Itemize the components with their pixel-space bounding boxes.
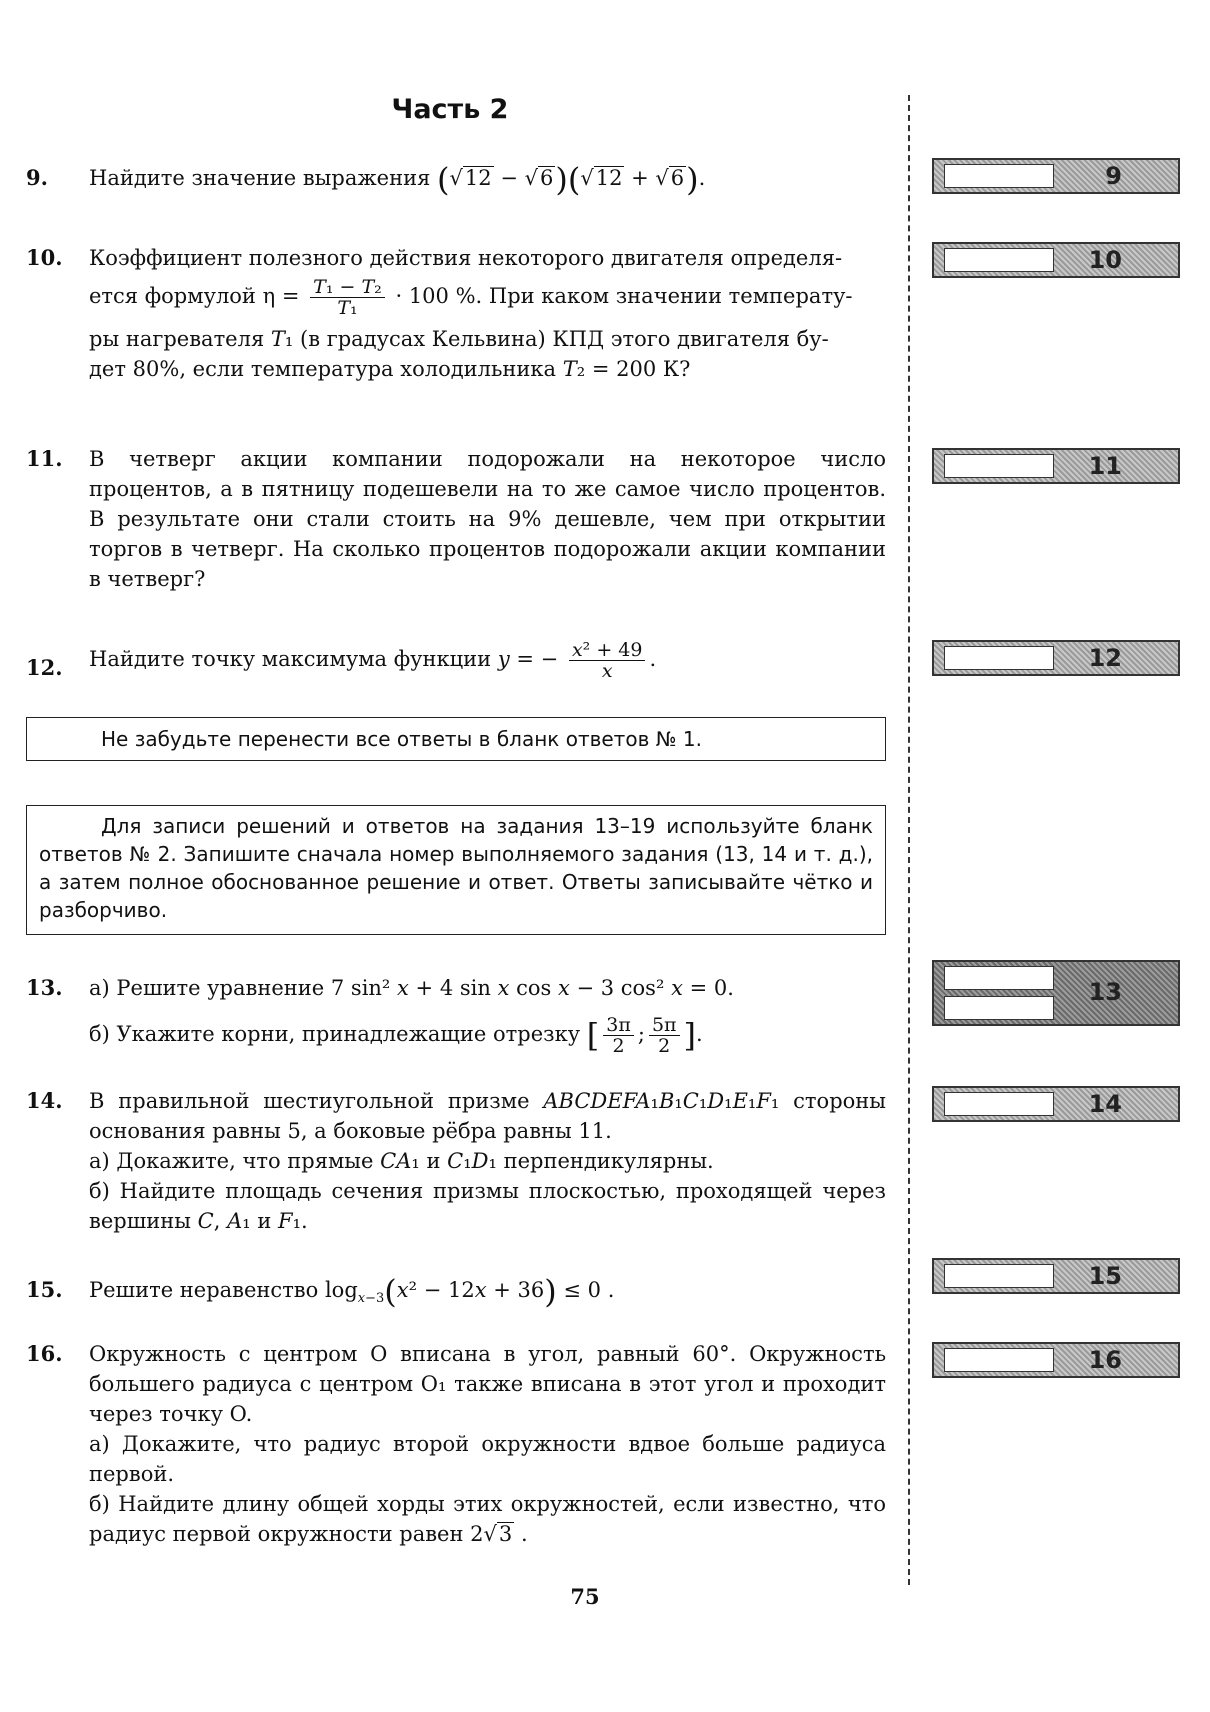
task-text: ется формулой <box>89 284 256 308</box>
answer-field[interactable] <box>944 164 1054 188</box>
task-number: 10. <box>26 245 63 270</box>
task-9 <box>26 160 886 199</box>
task-text: б) Найдите площадь сечения призмы плоскостью, проходящей через вершины <box>89 1179 886 1233</box>
task-13 <box>26 973 886 1056</box>
answer-box-13 <box>932 960 1180 1026</box>
answer-field[interactable] <box>944 646 1054 670</box>
answer-box-12 <box>932 640 1180 676</box>
answer-box-label: 11 <box>1088 452 1122 480</box>
task-text: а) Докажите, что прямые <box>89 1149 374 1173</box>
part2-instructions <box>26 805 886 935</box>
task-number: 9. <box>26 165 48 190</box>
answer-box-label: 14 <box>1088 1090 1122 1118</box>
formula: 7 sin² x + 4 sin x cos x − 3 cos² x = 0. <box>330 976 734 1000</box>
answer-box-label: 10 <box>1088 246 1122 274</box>
answer-box-label: 15 <box>1088 1262 1122 1290</box>
task-text: (в градусах Кельвина) КПД этого двигателя бу- <box>300 327 829 351</box>
task-text: б) Укажите корни, принадлежащие отрезку <box>89 1022 581 1046</box>
task-number: 16. <box>26 1341 63 1366</box>
answer-field[interactable] <box>944 1264 1054 1288</box>
task-text: Найдите точку максимума функции <box>89 647 492 671</box>
task-text: ры нагревателя <box>89 327 265 351</box>
task-text: а) Решите уравнение <box>89 976 325 1000</box>
answer-field[interactable] <box>944 248 1054 272</box>
task-number: 11. <box>26 446 63 471</box>
answer-field[interactable] <box>944 454 1054 478</box>
formula: [ $\frac{3\pi}{2}$ ; $\frac{5\pi}{2}$ ]. <box>586 1014 703 1057</box>
task-number: 13. <box>26 975 63 1000</box>
task-text: = 200 К? <box>591 357 691 381</box>
task-text: дет 80%, если температура холодильника <box>89 357 557 381</box>
answer-box-9 <box>932 158 1180 194</box>
task-text: Окружность с центром O вписана в угол, равный 60°. Окружность большего радиуса с центром O₁ также вписана в этот угол и проходит через точку O. <box>89 1342 886 1426</box>
answer-box-label: 16 <box>1088 1346 1122 1374</box>
task-text: б) Найдите длину общей хорды этих окружностей, если известно, что радиус первой окружности равен <box>89 1492 886 1546</box>
answer-box-10 <box>932 242 1180 278</box>
notice-text: Не забудьте перенести все ответы в бланк ответов № 1. <box>101 727 702 751</box>
answer-field[interactable] <box>944 966 1054 990</box>
task-text: Коэффициент полезного действия некоторого двигателя определя- <box>89 246 843 270</box>
formula: η = $\frac{\text{T₁ − T₂}}{\text{T₁}}$ <box>263 284 396 308</box>
task-text: стороны основания равны 5, а боковые рёбра равны 11. <box>89 1089 886 1143</box>
task-number: 12. <box>26 655 63 680</box>
task-10: 10. Коэффициент полезного действия некоторого двигателя определя- ется формулой η = $\frac{\text{T₁ − T₂}}{\text{T₁}}$ · 100 %. При каком значении температу- ры нагревателя T₁ (в градусах Кельвина) КПД этого двигателя бу- дет 80%, если температура холодильника T₂ = 200 К? <box>26 243 886 384</box>
page-number: 75 <box>570 1584 600 1609</box>
task-15 <box>26 1272 886 1314</box>
answer-field[interactable] <box>944 1092 1054 1116</box>
task-text: Найдите значение выражения <box>89 166 431 190</box>
task-11 <box>26 444 886 594</box>
task-text: а) Докажите, что радиус второй окружности вдвое больше радиуса первой. <box>89 1432 886 1486</box>
task-text: перпендикулярны. <box>503 1149 714 1173</box>
cut-line <box>908 95 910 1585</box>
answer-box-label: 9 <box>1105 162 1122 190</box>
formula: (√12 − √6)(√12 + √6). <box>437 160 706 199</box>
answer-box-14 <box>932 1086 1180 1122</box>
answer-box-label: 13 <box>1088 978 1122 1006</box>
task-text: · 100 %. При каком значении температу- <box>395 284 853 308</box>
notice-text: Для записи решений и ответов на задания 13–19 используйте бланк ответов № 2. Запишите сначала номер выполняемого задания (13, 14 и т. д.), а затем полное обоснованное решение и ответ. Ответы записывайте чётко и разборчиво. <box>39 814 873 922</box>
answer-box-16 <box>932 1342 1180 1378</box>
answer-field[interactable] <box>944 1348 1054 1372</box>
answer-box-15 <box>932 1258 1180 1294</box>
task-number: 14. <box>26 1088 63 1113</box>
answer-box-11 <box>932 448 1180 484</box>
task-text: В правильной шестиугольной призме <box>89 1089 530 1113</box>
task-12 <box>26 640 886 681</box>
page-title: Часть 2 <box>391 94 509 125</box>
answer-box-label: 12 <box>1088 644 1122 672</box>
task-14: 14. В правильной шестиугольной призме ABCDEFA₁B₁C₁D₁E₁F₁ стороны основания равны 5, а боковые рёбра равны 11. а) Докажите, что прямые CA₁ и C₁D₁ перпендикулярны. б) Найдите площадь сечения призмы плоскостью, проходящей через вершины C, A₁ и F₁. <box>26 1088 886 1233</box>
formula: $\log_{x-3}(x^2 - 12x + 36) \le 0$ . <box>324 1272 615 1311</box>
task-number: 15. <box>26 1277 63 1302</box>
task-text: В четверг акции компании подорожали на некоторое число процентов, а в пятницу подешевели на то же самое число процентов. В результате они стали стоить на 9% дешевле, чем при открытии торгов в четверг. На сколько процентов подорожали акции компании в четверг? <box>89 447 886 591</box>
task-text: и <box>426 1149 441 1173</box>
transfer-notice <box>26 717 886 761</box>
answer-field-2[interactable] <box>944 996 1054 1020</box>
formula: y = − $\frac{\text{x² + 49}}{x}$ . <box>497 639 657 682</box>
task-16: 16. Окружность с центром O вписана в угол, равный 60°. Окружность большего радиуса с центром O₁ также вписана в этот угол и проходит через точку O. а) Докажите, что радиус второй окружности вдвое больше радиуса первой. б) Найдите длину общей хорды этих окружностей, если известно, что радиус первой окружности равен 2√3 . <box>26 1341 886 1546</box>
task-text: Решите неравенство <box>89 1278 319 1302</box>
